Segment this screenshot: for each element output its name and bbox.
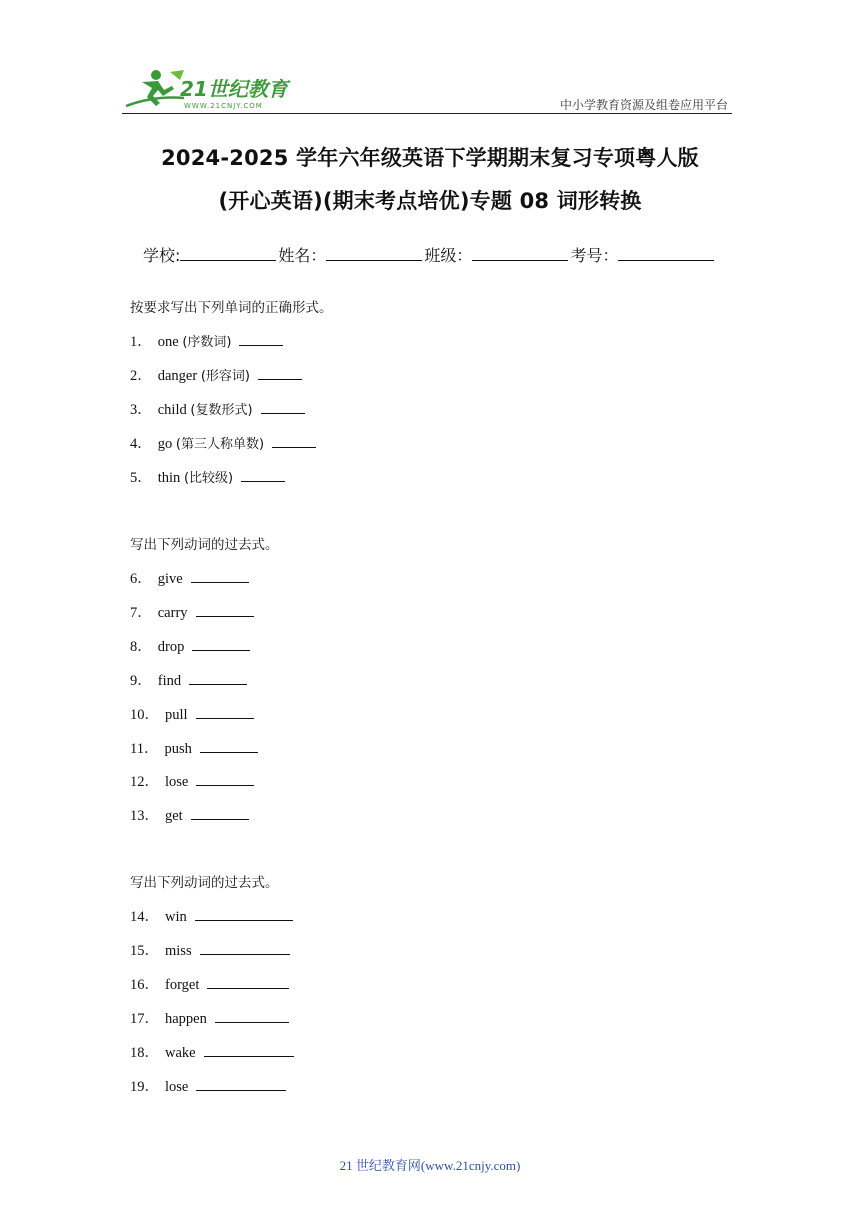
svg-text:21世纪教育: 21世纪教育	[180, 77, 288, 101]
answer-blank[interactable]	[200, 940, 290, 955]
name-field[interactable]	[326, 244, 422, 261]
answer-blank[interactable]	[189, 670, 247, 685]
page-title-line-2: (开心英语)(期末考点培优)专题 08 词形转换	[218, 189, 642, 213]
answer-blank[interactable]	[196, 602, 254, 617]
section-2-title: 写出下列动词的过去式。	[130, 537, 279, 553]
question-item: 18． wake	[130, 1041, 294, 1062]
footer-link[interactable]: 21 世纪教育网(www.21cnjy.com)	[339, 1158, 521, 1173]
answer-blank[interactable]	[200, 738, 258, 753]
question-item: 3． child (复数形式)	[130, 398, 305, 419]
question-item: 13． get	[130, 804, 249, 825]
school-label: 学校:	[143, 246, 181, 265]
answer-blank[interactable]	[192, 636, 250, 651]
question-item: 6． give	[130, 567, 249, 588]
header-divider	[122, 113, 732, 114]
answer-blank[interactable]	[239, 331, 283, 346]
exam-number-label: 考号：	[570, 246, 619, 265]
answer-blank[interactable]	[191, 568, 249, 583]
question-item: 9． find	[130, 669, 247, 690]
question-item: 1． one (序数词)	[130, 330, 283, 351]
runner-logo-icon	[122, 66, 292, 112]
name-label: 姓名：	[278, 246, 327, 265]
student-info-row	[143, 243, 716, 266]
page-header	[0, 0, 860, 115]
question-item: 17． happen	[130, 1007, 289, 1028]
question-item: 12． lose	[130, 770, 254, 791]
school-field[interactable]	[180, 244, 276, 261]
question-item: 5． thin (比较级)	[130, 466, 285, 487]
answer-blank[interactable]	[196, 704, 254, 719]
exam-number-field[interactable]	[618, 244, 714, 261]
answer-blank[interactable]	[207, 974, 289, 989]
svg-text:WWW.21CNJY.COM: WWW.21CNJY.COM	[184, 102, 263, 110]
question-item: 7． carry	[130, 601, 254, 622]
section-1-title: 按要求写出下列单词的正确形式。	[130, 300, 333, 316]
question-item: 2． danger (形容词)	[130, 364, 302, 385]
class-field[interactable]	[472, 244, 568, 261]
question-item: 16． forget	[130, 973, 289, 994]
question-item: 19． lose	[130, 1075, 286, 1096]
answer-blank[interactable]	[272, 433, 316, 448]
page-title-line-1: 2024-2025 学年六年级英语下学期期末复习专项粤人版	[161, 146, 699, 170]
question-item: 15． miss	[130, 939, 290, 960]
answer-blank[interactable]	[241, 467, 285, 482]
section-3-title: 写出下列动词的过去式。	[130, 875, 279, 891]
answer-blank[interactable]	[191, 805, 249, 820]
answer-blank[interactable]	[196, 771, 254, 786]
question-item: 14． win	[130, 905, 293, 926]
answer-blank[interactable]	[195, 906, 293, 921]
answer-blank[interactable]	[258, 365, 302, 380]
answer-blank[interactable]	[204, 1042, 294, 1057]
question-item: 10． pull	[130, 703, 254, 724]
platform-label: 中小学教育资源及组卷应用平台	[559, 98, 728, 112]
answer-blank[interactable]	[261, 399, 305, 414]
answer-blank[interactable]	[196, 1076, 286, 1091]
question-item: 8． drop	[130, 635, 250, 656]
logo	[122, 66, 292, 112]
answer-blank[interactable]	[215, 1008, 289, 1023]
question-item: 11． push	[130, 737, 258, 758]
class-label: 班级：	[424, 246, 473, 265]
question-item: 4． go (第三人称单数)	[130, 432, 316, 453]
